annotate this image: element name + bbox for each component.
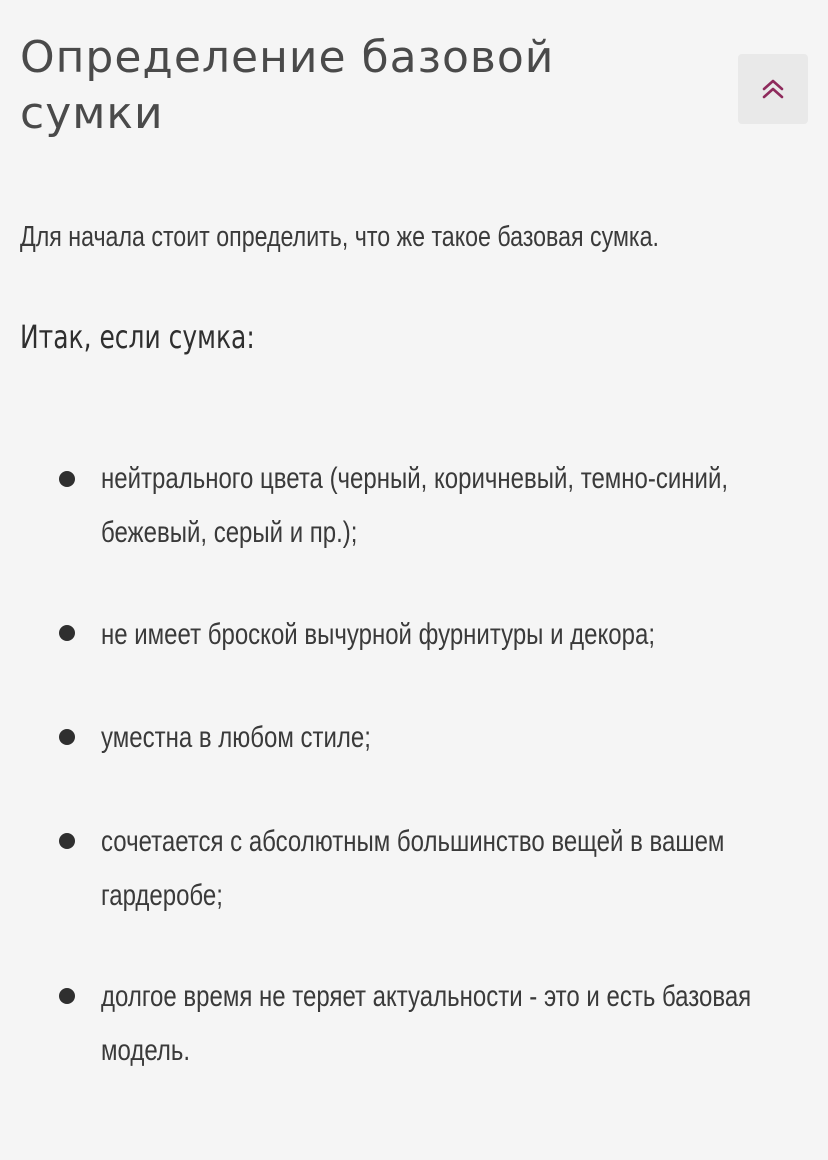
list-heading: Итак, если сумка:: [20, 318, 255, 356]
double-chevron-up-icon: [761, 78, 785, 100]
bullet-icon: [59, 988, 75, 1004]
bullet-icon: [59, 729, 75, 745]
bullet-icon: [59, 625, 75, 641]
list-item-text: не имеет броской вычурной фурнитуры и декора;: [101, 618, 656, 651]
bullet-icon: [59, 833, 75, 849]
list-item-text: уместна в любом стиле;: [101, 721, 371, 754]
page-title: Определение базовой сумки: [20, 32, 555, 139]
intro-paragraph: Для начала стоит определить, что же такое базовая сумка.: [20, 221, 659, 253]
list-item-text: долгое время не теряет актуальности - это и есть базовая модель.: [101, 980, 752, 1067]
scroll-to-top-button[interactable]: [738, 54, 808, 124]
list-item-text: сочетается с абсолютным большинство вещей в вашем гардеробе;: [101, 825, 725, 912]
list-item-text: нейтрального цвета (черный, коричневый, темно-синий, бежевый, серый и пр.);: [101, 462, 729, 549]
bullet-icon: [59, 471, 75, 487]
